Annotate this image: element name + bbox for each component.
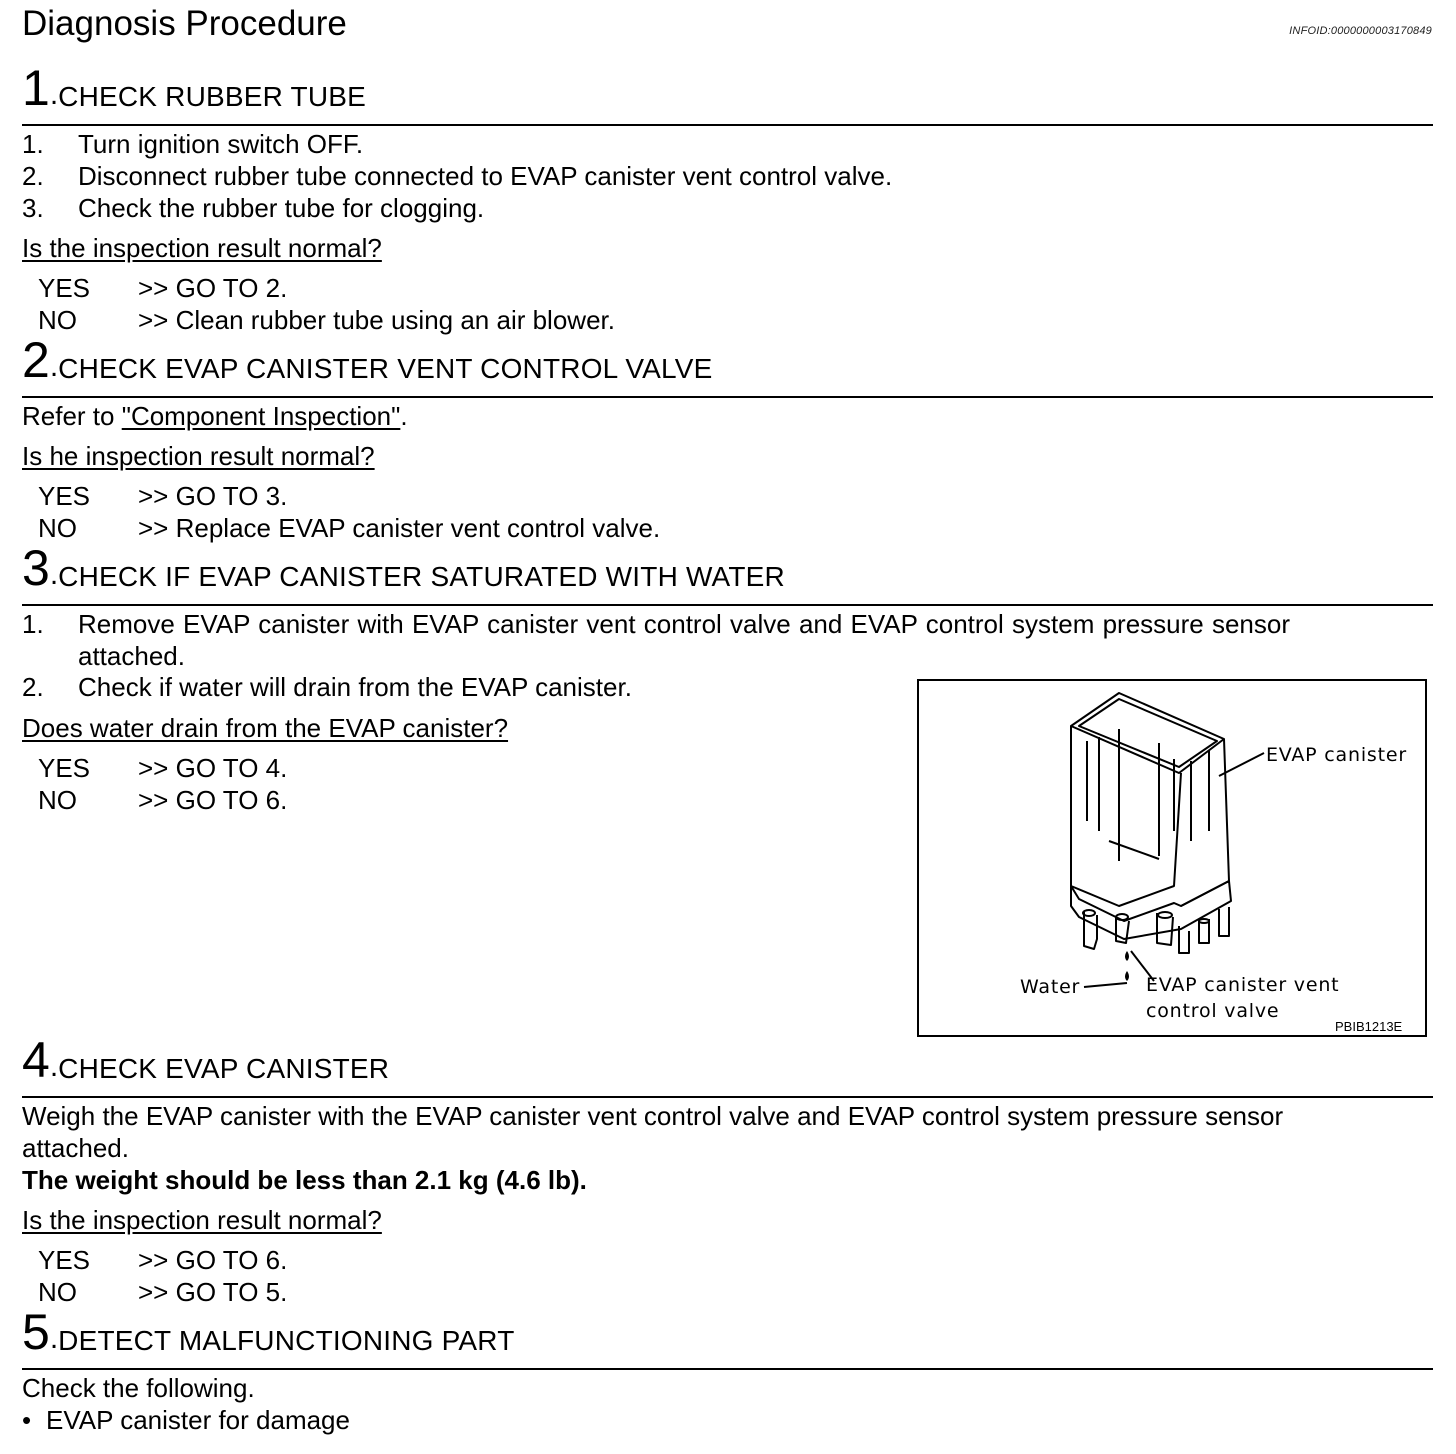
yes-action: >> GO TO 6. xyxy=(138,1245,288,1275)
label-water: Water xyxy=(1020,976,1081,998)
step-number: 3 xyxy=(22,540,50,596)
label-vent-valve-line2: control valve xyxy=(1146,1000,1280,1022)
label-evap-canister: EVAP canister xyxy=(1266,744,1407,766)
step-body: Check the following. xyxy=(22,1373,255,1403)
no-label: NO xyxy=(38,513,77,543)
component-inspection-link[interactable]: "Component Inspection" xyxy=(121,401,401,431)
yes-action: >> GO TO 4. xyxy=(138,753,288,783)
step-heading: CHECK RUBBER TUBE xyxy=(58,81,366,112)
step-heading: CHECK IF EVAP CANISTER SATURATED WITH WATER xyxy=(58,561,785,592)
divider xyxy=(22,396,1433,398)
figure-code: PBIB1213E xyxy=(1335,1019,1403,1034)
step-body: Weigh the EVAP canister with the EVAP canister vent control valve and EVAP control system pressure sensor xyxy=(22,1101,1284,1131)
list-item-number: 1. xyxy=(22,609,44,639)
label-vent-valve-line1: EVAP canister vent xyxy=(1146,974,1340,996)
page-title: Diagnosis Procedure xyxy=(22,4,347,43)
step-heading: DETECT MALFUNCTIONING PART xyxy=(58,1325,515,1356)
yes-label: YES xyxy=(38,481,91,511)
list-item-number: 1. xyxy=(22,129,44,159)
divider xyxy=(22,604,1433,606)
step-2-header: 2.CHECK EVAP CANISTER VENT CONTROL VALVE xyxy=(22,332,713,388)
step-number: 5 xyxy=(22,1304,50,1360)
step-4-header: 4.CHECK EVAP CANISTER xyxy=(22,1032,390,1088)
yes-label: YES xyxy=(38,273,91,303)
no-action: >> GO TO 6. xyxy=(138,785,288,815)
no-label: NO xyxy=(38,305,77,335)
list-item: Check the rubber tube for clogging. xyxy=(78,193,485,223)
divider xyxy=(22,1368,1433,1370)
step-1-header: 1.CHECK RUBBER TUBE xyxy=(22,60,366,116)
bullet-marker: • xyxy=(22,1405,32,1435)
step-body-continuation: attached. xyxy=(22,1133,129,1163)
no-action: >> GO TO 5. xyxy=(138,1277,288,1307)
inspection-question: Is the inspection result normal? xyxy=(22,233,382,263)
step-number: 1 xyxy=(22,60,50,116)
info-id: INFOID:0000000003170849 xyxy=(1289,25,1432,37)
water-drop-icon xyxy=(1125,951,1129,961)
divider xyxy=(22,1096,1433,1098)
yes-label: YES xyxy=(38,1245,91,1275)
list-item: Remove EVAP canister with EVAP canister vent control valve and EVAP control system pressure sensor xyxy=(78,609,1290,639)
step-number: 4 xyxy=(22,1032,50,1088)
list-item: Disconnect rubber tube connected to EVAP canister vent control valve. xyxy=(78,161,893,191)
bullet-item: EVAP canister for damage xyxy=(46,1405,350,1435)
step-3-header: 3.CHECK IF EVAP CANISTER SATURATED WITH WATER xyxy=(22,540,785,596)
list-item-number: 3. xyxy=(22,193,44,223)
list-item-number: 2. xyxy=(22,161,44,191)
yes-action: >> GO TO 2. xyxy=(138,273,288,303)
no-action: >> Clean rubber tube using an air blower. xyxy=(138,305,615,335)
no-action: >> Replace EVAP canister vent control valve. xyxy=(138,513,661,543)
step-heading: CHECK EVAP CANISTER xyxy=(58,1053,390,1084)
list-item-continuation: attached. xyxy=(78,641,185,671)
inspection-question: Is the inspection result normal? xyxy=(22,1205,382,1235)
water-drop-icon xyxy=(1125,971,1129,981)
yes-action: >> GO TO 3. xyxy=(138,481,288,511)
inspection-question: Does water drain from the EVAP canister? xyxy=(22,713,509,743)
step-number: 2 xyxy=(22,332,50,388)
step-5-header: 5.DETECT MALFUNCTIONING PART xyxy=(22,1304,515,1360)
inspection-question: Is he inspection result normal? xyxy=(22,441,375,471)
evap-canister-figure xyxy=(917,679,1427,1037)
weight-spec: The weight should be less than 2.1 kg (4.6 lb). xyxy=(22,1165,587,1195)
list-item-number: 2. xyxy=(22,672,44,702)
no-label: NO xyxy=(38,1277,77,1307)
step-heading: CHECK EVAP CANISTER VENT CONTROL VALVE xyxy=(58,353,713,384)
yes-label: YES xyxy=(38,753,91,783)
refer-line: Refer to "Component Inspection". xyxy=(22,401,408,431)
list-item: Check if water will drain from the EVAP canister. xyxy=(78,672,632,702)
divider xyxy=(22,124,1433,126)
list-item: Turn ignition switch OFF. xyxy=(78,129,364,159)
no-label: NO xyxy=(38,785,77,815)
